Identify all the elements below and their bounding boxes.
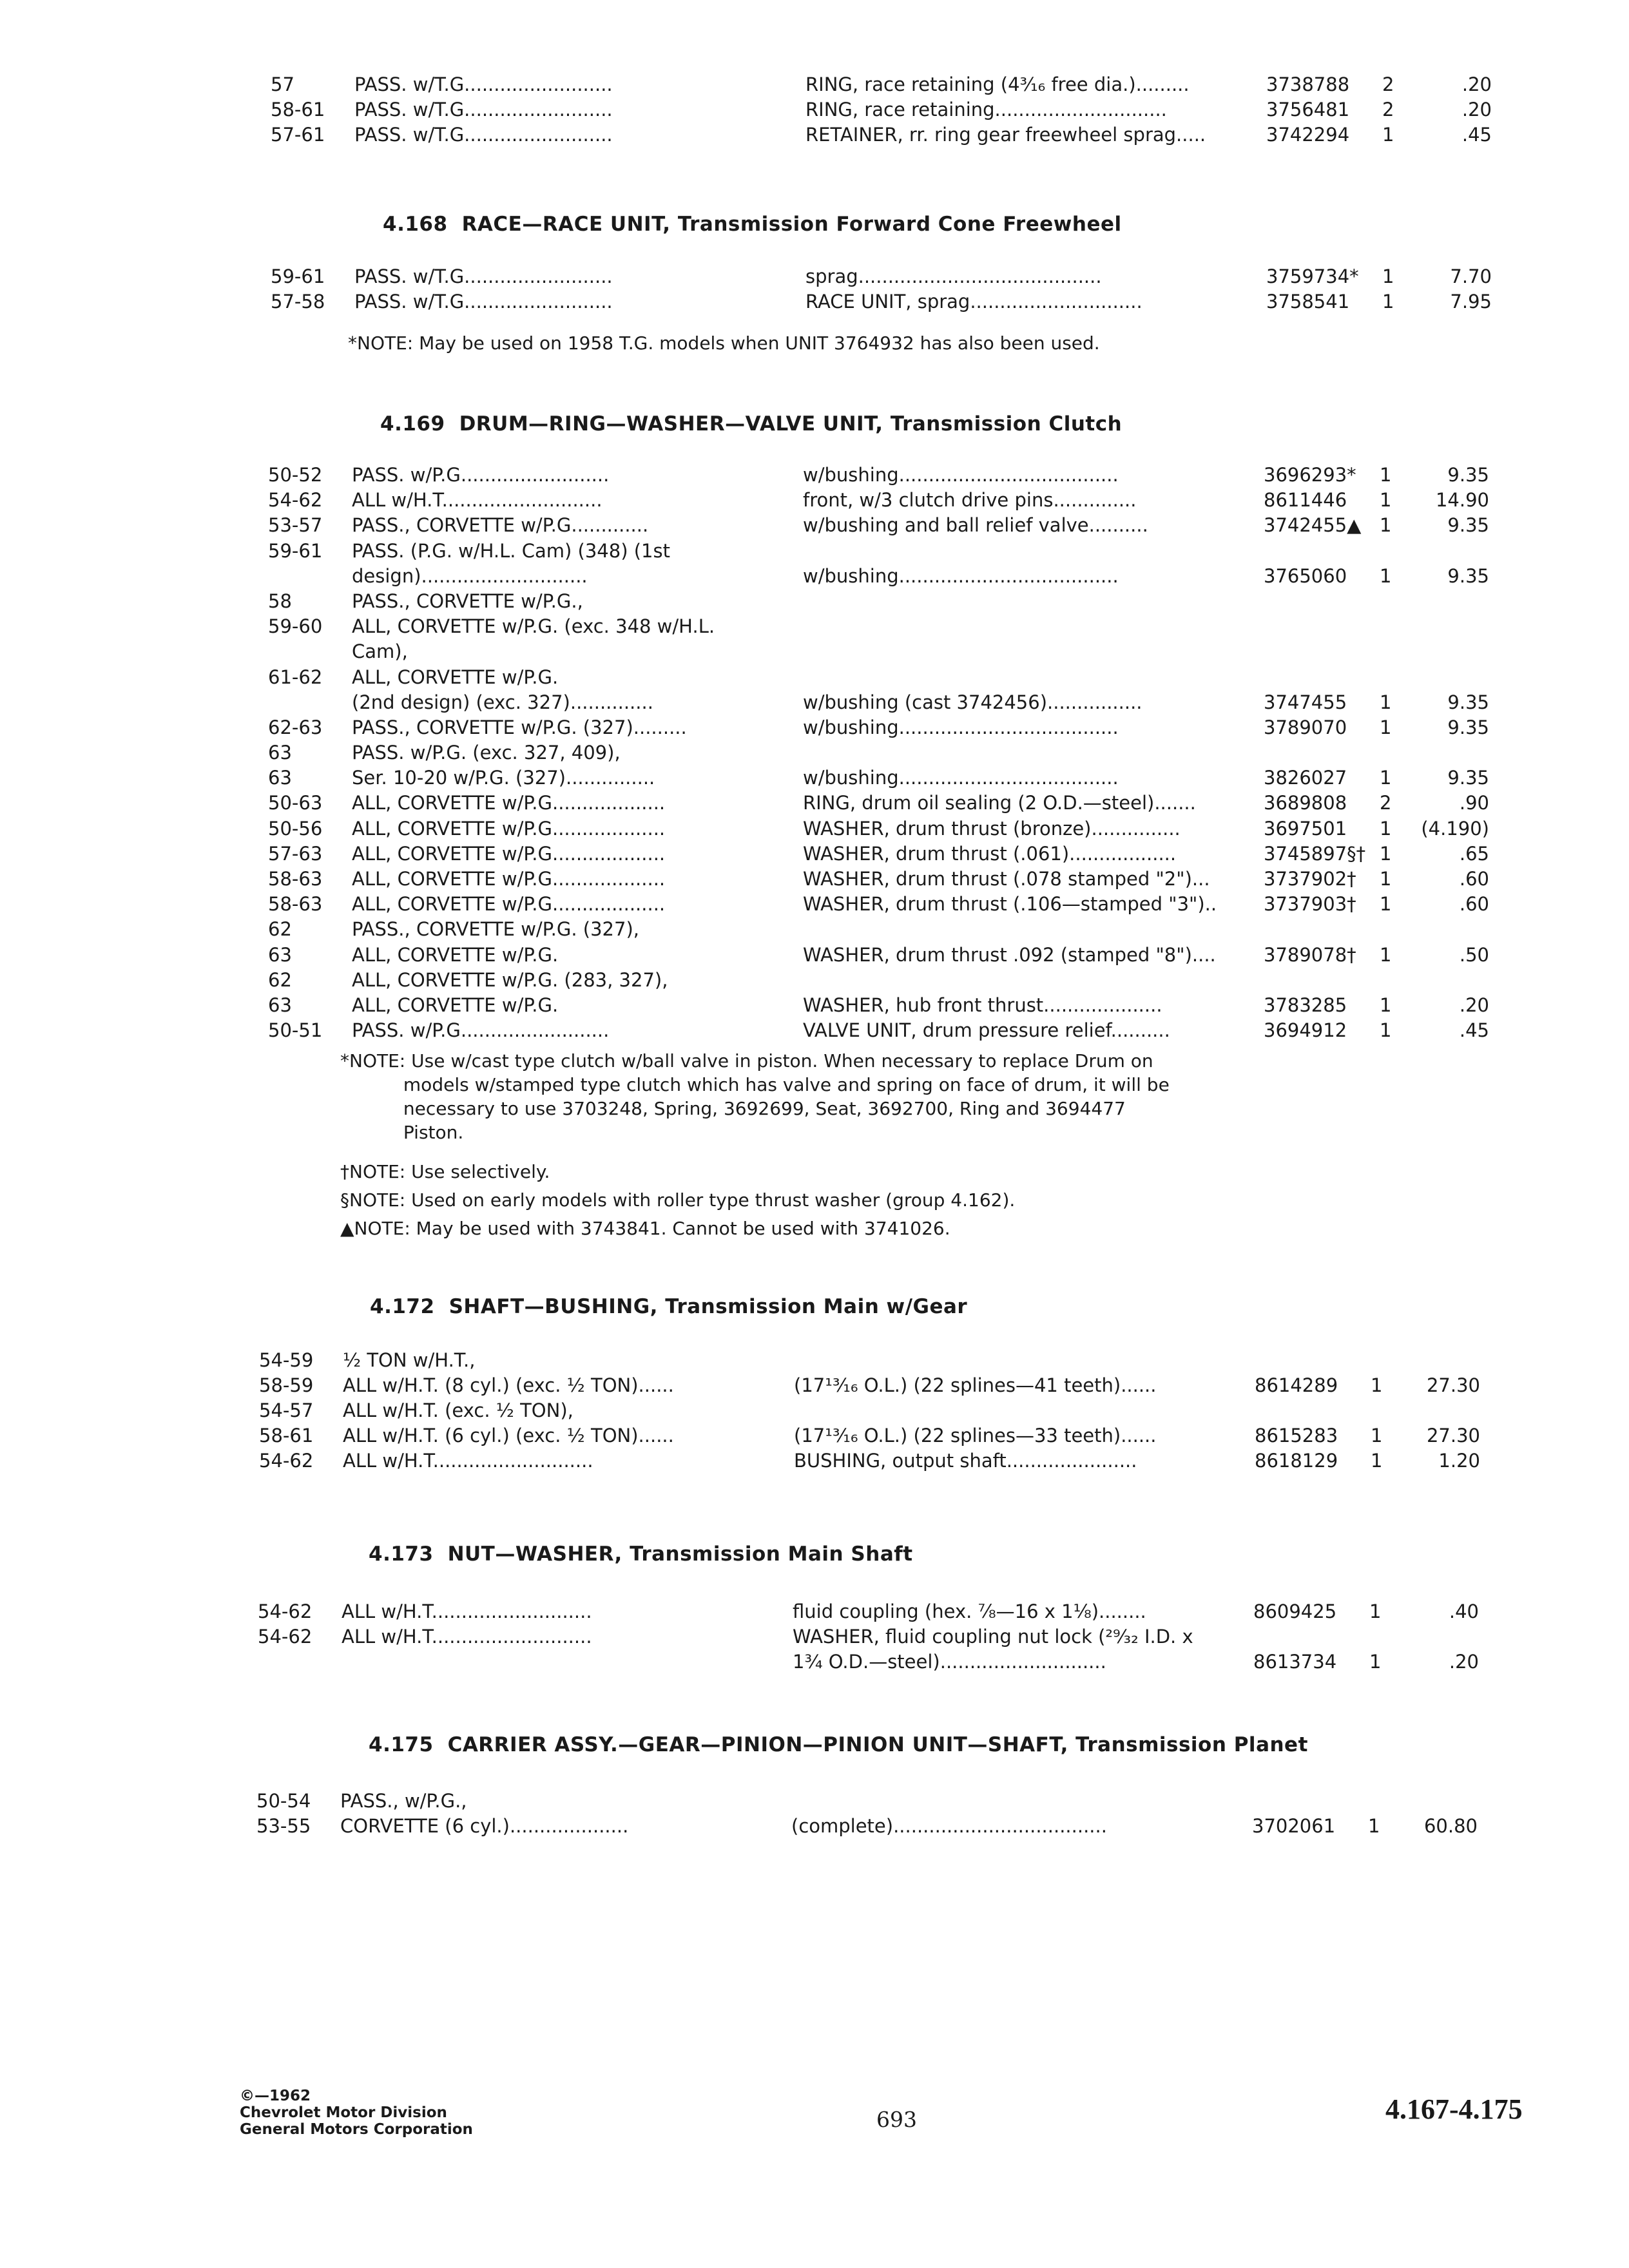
cell-price: 27.30 [1426, 1425, 1480, 1446]
cell-year: 57 [271, 73, 294, 95]
cell-qty: 1 [1382, 265, 1394, 287]
cell-year: 61-62 [268, 666, 323, 688]
footnote: *NOTE: May be used on 1958 T.G. models when UNIT 3764932 has also been used. [348, 332, 1100, 354]
cell-part: 3758541 [1266, 291, 1350, 312]
cell-model: Ser. 10-20 w/P.G. (327)............... [352, 767, 655, 789]
cell-price: .20 [1449, 1651, 1479, 1673]
section-title: DRUM—RING—WASHER—VALVE UNIT, Transmission Clutch [459, 412, 1123, 436]
cell-year: 53-57 [268, 514, 323, 537]
cell-part: 3745897§† [1264, 842, 1366, 865]
section-heading [383, 213, 1122, 236]
cell-price: .60 [1459, 893, 1489, 916]
cell-desc: WASHER, drum thrust (.078 stamped "2")... [803, 868, 1210, 890]
footnote-section-sign: §NOTE: Used on early models with roller type thrust washer (group 4.162). [340, 1189, 1016, 1211]
cell-qty: 1 [1380, 716, 1392, 738]
cell-part: 3747455 [1264, 691, 1347, 713]
cell-part: 3738788 [1266, 73, 1350, 95]
cell-qty: 1 [1380, 691, 1392, 713]
cell-desc: 1¾ O.D.—steel)............................ [793, 1651, 1106, 1673]
cell-desc: RING, race retaining (4³⁄₁₆ free dia.)......... [805, 73, 1190, 95]
cell-price: 9.35 [1447, 514, 1489, 537]
cell-year: 58-61 [271, 99, 325, 120]
section-number: 4.169 [380, 412, 445, 436]
cell-part: 8614289 [1255, 1374, 1338, 1396]
footnote-dagger: †NOTE: Use selectively. [340, 1161, 550, 1182]
cell-part: 3689808 [1264, 792, 1347, 814]
cell-model: Cam), [352, 640, 408, 663]
cell-model: design)............................ [352, 564, 588, 587]
cell-price: .40 [1449, 1600, 1479, 1622]
cell-price: .50 [1459, 943, 1489, 966]
cell-model: ALL, CORVETTE w/P.G................... [352, 868, 666, 890]
corporation-name: General Motors Corporation [240, 2121, 473, 2138]
cell-qty: 1 [1380, 994, 1392, 1016]
cell-part: 3783285 [1264, 994, 1347, 1016]
cell-year: 57-61 [271, 124, 325, 146]
section-heading [369, 1542, 913, 1566]
cell-price: .65 [1459, 842, 1489, 865]
cell-qty: 1 [1380, 767, 1392, 789]
cell-part: 8613734 [1253, 1651, 1337, 1673]
cell-year: 62 [268, 918, 292, 941]
cell-part: 8611446 [1264, 489, 1347, 512]
section-heading [380, 412, 1122, 436]
cell-qty: 1 [1380, 489, 1392, 512]
cell-model: ALL w/H.T........................... [352, 489, 602, 512]
section-title: RACE—RACE UNIT, Transmission Forward Cone Freewheel [461, 213, 1122, 236]
cell-price: 14.90 [1435, 489, 1489, 512]
cell-model: ALL w/H.T........................... [343, 1450, 593, 1472]
cell-year: 54-59 [259, 1349, 314, 1371]
cell-model: PASS. w/T.G......................... [354, 265, 613, 287]
section-heading [370, 1295, 967, 1318]
cell-part: 3756481 [1266, 99, 1350, 120]
cell-desc: w/bushing..................................... [803, 767, 1119, 789]
cell-qty: 2 [1380, 792, 1392, 814]
cell-model: ALL, CORVETTE w/P.G................... [352, 792, 666, 814]
cell-desc: WASHER, drum thrust (.106—stamped "3").. [803, 893, 1217, 916]
cell-qty: 1 [1380, 817, 1392, 840]
cell-part: 3759734* [1266, 265, 1359, 287]
cell-model: ALL, CORVETTE w/P.G................... [352, 817, 666, 840]
cell-price: (4.190) [1421, 817, 1489, 840]
cell-desc: RETAINER, rr. ring gear freewheel sprag..... [805, 124, 1206, 146]
cell-part: 3737902† [1264, 868, 1356, 890]
cell-part: 3789078† [1264, 943, 1356, 966]
cell-part: 3742455▲ [1264, 514, 1362, 537]
cell-model: PASS. w/P.G......................... [352, 1019, 610, 1042]
cell-year: 50-51 [268, 1019, 323, 1042]
cell-year: 63 [268, 994, 292, 1016]
cell-qty: 1 [1380, 464, 1392, 486]
cell-qty: 1 [1371, 1374, 1383, 1396]
cell-part: 3789070 [1264, 716, 1347, 738]
cell-year: 57-58 [271, 291, 325, 312]
cell-part: 8615283 [1255, 1425, 1338, 1446]
footnote-asterisk: *NOTE: Use w/cast type clutch w/ball valve in piston. When necessary to replace Drum on models w/stamped type clutch which has valve and spring on face of drum, it will be necessary to use 3703248, Spring, 3692699, Seat, 3692700, Ring and 3694477 Piston. [340, 1050, 1170, 1143]
cell-model: PASS. w/P.G. (exc. 327, 409), [352, 742, 621, 764]
cell-qty: 2 [1382, 99, 1394, 120]
section-number: 4.175 [369, 1733, 434, 1756]
section-number: 4.173 [369, 1542, 434, 1566]
cell-price: .60 [1459, 868, 1489, 890]
cell-model: ALL, CORVETTE w/P.G................... [352, 893, 666, 916]
cell-desc: front, w/3 clutch drive pins.............. [803, 489, 1137, 512]
cell-part: 3737903† [1264, 893, 1356, 916]
cell-part: 3694912 [1264, 1019, 1347, 1042]
cell-desc: w/bushing (cast 3742456)................ [803, 691, 1142, 713]
cell-year: 63 [268, 742, 292, 764]
cell-price: 9.35 [1447, 464, 1489, 486]
section-heading [369, 1733, 1308, 1756]
cell-desc: RING, drum oil sealing (2 O.D.—steel)....... [803, 792, 1196, 814]
cell-price: 9.35 [1447, 767, 1489, 789]
cell-model: PASS., CORVETTE w/P.G., [352, 590, 583, 612]
cell-model: PASS., CORVETTE w/P.G. (327)......... [352, 716, 687, 738]
cell-qty: 1 [1368, 1815, 1380, 1837]
cell-model: ALL w/H.T. (8 cyl.) (exc. ½ TON)...... [343, 1374, 674, 1396]
cell-model: ALL, CORVETTE w/P.G. [352, 943, 559, 966]
page-number: 693 [876, 2107, 917, 2132]
cell-year: 63 [268, 767, 292, 789]
cell-desc: sprag......................................... [805, 265, 1102, 287]
cell-qty: 2 [1382, 73, 1394, 95]
cell-part: 3697501 [1264, 817, 1347, 840]
cell-qty: 1 [1369, 1600, 1382, 1622]
cell-desc: BUSHING, output shaft...................... [794, 1450, 1137, 1472]
cell-year: 53-55 [256, 1815, 311, 1837]
cell-desc: WASHER, drum thrust (.061).................. [803, 842, 1177, 865]
cell-desc: w/bushing..................................... [803, 716, 1119, 738]
section-number: 4.168 [383, 213, 448, 236]
cell-part: 3765060 [1264, 564, 1347, 587]
copyright: ©—1962 [240, 2088, 311, 2104]
cell-qty: 1 [1380, 893, 1392, 916]
cell-year: 54-62 [258, 1600, 313, 1622]
cell-price: 1.20 [1438, 1450, 1480, 1472]
cell-qty: 1 [1371, 1425, 1383, 1446]
cell-year: 58 [268, 590, 292, 612]
cell-model: ALL w/H.T........................... [342, 1626, 592, 1648]
cell-qty: 1 [1380, 842, 1392, 865]
cell-model: ½ TON w/H.T., [343, 1349, 476, 1371]
cell-desc: (17¹³⁄₁₆ O.L.) (22 splines—33 teeth)...... [794, 1425, 1157, 1446]
footnote-triangle: ▲NOTE: May be used with 3743841. Cannot be used with 3741026. [340, 1218, 950, 1239]
cell-model: PASS. w/P.G......................... [352, 464, 610, 486]
cell-part: 8609425 [1253, 1600, 1337, 1622]
cell-model: PASS. (P.G. w/H.L. Cam) (348) (1st [352, 539, 670, 562]
cell-qty: 1 [1382, 291, 1394, 312]
cell-qty: 1 [1380, 868, 1392, 890]
cell-year: 57-63 [268, 842, 323, 865]
cell-year: 50-56 [268, 817, 323, 840]
cell-year: 59-60 [268, 615, 323, 638]
cell-price: 7.70 [1450, 265, 1492, 287]
section-number: 4.172 [370, 1295, 435, 1318]
cell-model: ALL, CORVETTE w/P.G................... [352, 842, 666, 865]
cell-model: PASS. w/T.G......................... [354, 73, 613, 95]
cell-model: PASS., w/P.G., [340, 1790, 467, 1812]
cell-price: .45 [1461, 124, 1492, 146]
cell-year: 54-62 [258, 1626, 313, 1648]
cell-year: 58-63 [268, 893, 323, 916]
cell-year: 58-63 [268, 868, 323, 890]
cell-qty: 1 [1380, 514, 1392, 537]
cell-year: 54-62 [259, 1450, 314, 1472]
cell-model: PASS. w/T.G......................... [354, 291, 613, 312]
cell-year: 62 [268, 968, 292, 991]
cell-year: 50-54 [256, 1790, 311, 1812]
cell-desc: (complete).................................... [791, 1815, 1107, 1837]
cell-desc: WASHER, hub front thrust.................... [803, 994, 1162, 1016]
section-title: NUT—WASHER, Transmission Main Shaft [447, 1542, 913, 1566]
cell-year: 50-63 [268, 792, 323, 814]
cell-desc: VALVE UNIT, drum pressure relief.......... [803, 1019, 1170, 1042]
cell-qty: 1 [1380, 1019, 1392, 1042]
section-title: CARRIER ASSY.—GEAR—PINION—PINION UNIT—SHAFT, Transmission Planet [447, 1733, 1308, 1756]
section-title: SHAFT—BUSHING, Transmission Main w/Gear [448, 1295, 968, 1318]
cell-price: 7.95 [1450, 291, 1492, 312]
cell-price: .45 [1459, 1019, 1489, 1042]
cell-year: 58-61 [259, 1425, 314, 1446]
cell-desc: WASHER, drum thrust (bronze)............... [803, 817, 1181, 840]
cell-desc: WASHER, drum thrust .092 (stamped "8").... [803, 943, 1216, 966]
cell-year: 58-59 [259, 1374, 314, 1396]
cell-model: PASS. w/T.G......................... [354, 124, 613, 146]
cell-year: 59-61 [268, 539, 323, 562]
cell-price: .20 [1461, 99, 1492, 120]
cell-model: ALL w/H.T........................... [342, 1600, 592, 1622]
cell-desc: (17¹³⁄₁₆ O.L.) (22 splines—41 teeth)...... [794, 1374, 1157, 1396]
group-range: 4.167-4.175 [1385, 2093, 1523, 2125]
cell-part: 3826027 [1264, 767, 1347, 789]
cell-qty: 1 [1371, 1450, 1383, 1472]
cell-year: 54-62 [268, 489, 323, 512]
cell-part: 3696293* [1264, 464, 1356, 486]
cell-model: ALL, CORVETTE w/P.G. [352, 994, 559, 1016]
cell-price: .20 [1459, 994, 1489, 1016]
cell-model: CORVETTE (6 cyl.).................... [340, 1815, 629, 1837]
cell-year: 54-57 [259, 1399, 314, 1421]
cell-model: PASS., CORVETTE w/P.G............. [352, 514, 649, 537]
cell-model: (2nd design) (exc. 327).............. [352, 691, 653, 713]
cell-price: 9.35 [1447, 691, 1489, 713]
cell-qty: 1 [1380, 564, 1392, 587]
cell-price: 9.35 [1447, 564, 1489, 587]
cell-price: .90 [1459, 792, 1489, 814]
cell-desc: w/bushing and ball relief valve.......... [803, 514, 1148, 537]
cell-price: 9.35 [1447, 716, 1489, 738]
cell-qty: 1 [1369, 1651, 1382, 1673]
cell-year: 62-63 [268, 716, 323, 738]
cell-desc: RING, race retaining............................. [805, 99, 1167, 120]
cell-price: 60.80 [1423, 1815, 1478, 1837]
cell-year: 50-52 [268, 464, 323, 486]
cell-part: 3702061 [1252, 1815, 1336, 1837]
cell-model: ALL, CORVETTE w/P.G. [352, 666, 559, 688]
cell-model: ALL, CORVETTE w/P.G. (exc. 348 w/H.L. [352, 615, 715, 638]
cell-year: 63 [268, 943, 292, 966]
cell-part: 3742294 [1266, 124, 1350, 146]
division-name: Chevrolet Motor Division [240, 2104, 447, 2121]
cell-qty: 1 [1380, 943, 1392, 966]
cell-year: 59-61 [271, 265, 325, 287]
cell-model: PASS., CORVETTE w/P.G. (327), [352, 918, 639, 941]
cell-model: ALL, CORVETTE w/P.G. (283, 327), [352, 968, 668, 991]
publisher-block [240, 2088, 473, 2138]
cell-desc: w/bushing..................................... [803, 564, 1119, 587]
cell-part: 8618129 [1255, 1450, 1338, 1472]
cell-price: .20 [1461, 73, 1492, 95]
cell-model: ALL w/H.T. (6 cyl.) (exc. ½ TON)...... [343, 1425, 674, 1446]
cell-model: PASS. w/T.G......................... [354, 99, 613, 120]
cell-desc: RACE UNIT, sprag............................. [805, 291, 1142, 312]
cell-model: ALL w/H.T. (exc. ½ TON), [343, 1399, 574, 1421]
cell-desc: WASHER, fluid coupling nut lock (²⁹⁄₃₂ I.D. x [793, 1626, 1193, 1648]
cell-price: 27.30 [1426, 1374, 1480, 1396]
cell-qty: 1 [1382, 124, 1394, 146]
cell-desc: w/bushing..................................... [803, 464, 1119, 486]
cell-desc: fluid coupling (hex. ⅞—16 x 1⅛)........ [793, 1600, 1146, 1622]
